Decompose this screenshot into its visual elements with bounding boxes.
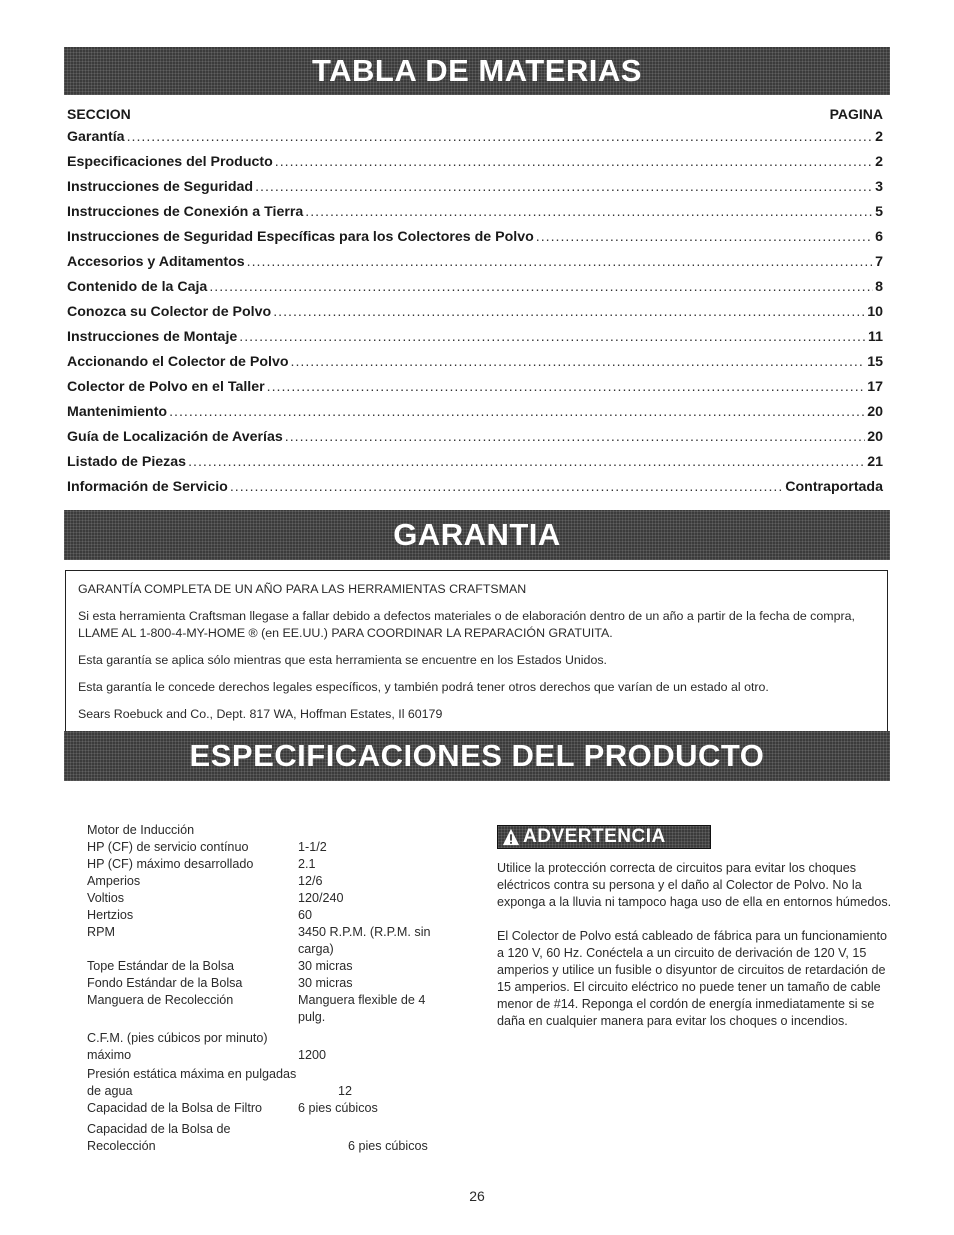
spec-label: Voltios (87, 891, 125, 905)
toc-entry-title: Instrucciones de Conexión a Tierra (67, 204, 304, 220)
toc-entry-page: 7 (875, 254, 883, 270)
toc-entry-title: Garantía (67, 129, 125, 145)
dot-leader (536, 229, 873, 245)
spec-label: Amperios (87, 874, 141, 888)
dot-leader (273, 304, 865, 320)
spec-row (87, 822, 447, 839)
toc-entry-page: Contraportada (785, 479, 883, 495)
page-number: 26 (469, 1188, 485, 1204)
toc-entry[interactable] (67, 129, 883, 154)
spec-label: HP (CF) máximo desarrollado (87, 857, 254, 871)
toc-entry-title: Accionando el Colector de Polvo (67, 354, 289, 370)
toc-entry-title: Especificaciones del Producto (67, 154, 273, 170)
warning-triangle-icon (502, 828, 520, 846)
toc-entry-page: 17 (867, 379, 883, 395)
dot-leader (291, 354, 866, 370)
toc-entry-page: 20 (867, 404, 883, 420)
spec-label: HP (CF) de servicio contínuo (87, 840, 249, 854)
spec-value: 60 (298, 908, 313, 922)
toc-entry[interactable] (67, 354, 883, 379)
toc-entry-title: Conozca su Colector de Polvo (67, 304, 272, 320)
dot-leader (188, 454, 865, 470)
spec-value: 30 micras (298, 959, 353, 973)
spec-label: Fondo Estándar de la Bolsa (87, 976, 243, 990)
spec-label: Hertzios (87, 908, 134, 922)
spec-value: 6 pies cúbicos (298, 1101, 378, 1115)
dot-leader (267, 379, 866, 395)
specs-title: ESPECIFICACIONES DEL PRODUCTO (189, 738, 765, 773)
spec-label: Manguera de Recolección (87, 993, 234, 1007)
toc-entry-title: Contenido de la Caja (67, 279, 208, 295)
spec-row (87, 1066, 447, 1100)
spec-value (298, 822, 447, 839)
toc-entry-title: Listado de Piezas (67, 454, 187, 470)
warranty-paragraph: Esta garantía le concede derechos legales específicos, y también podrá tener otros derechos que varían de un estado al otro. (78, 680, 769, 694)
spec-label: Presión estática máxima en pulgadas de agua (87, 1067, 297, 1098)
dot-leader (305, 204, 873, 220)
toc-col-section: SECCION (67, 106, 131, 122)
toc-entry[interactable] (67, 429, 883, 454)
spec-value: 12/6 (298, 874, 323, 888)
spec-label: C.F.M. (pies cúbicos por minuto) máximo (87, 1031, 268, 1062)
toc-entry-title: Colector de Polvo en el Taller (67, 379, 265, 395)
warranty-paragraph: Si esta herramienta Craftsman llegase a fallar debido a defectos materiales o de elaboración dentro de un año a partir de la fecha de compra, LLAME AL 1-800-4-MY-HOME ® (en EE.UU.) PARA COORDINAR LA REPARACIÓN GRATUITA. (78, 609, 855, 640)
toc-entry-title: Información de Servicio (67, 479, 228, 495)
spec-label: Capacidad de la Bolsa de Filtro (87, 1101, 263, 1115)
specs-table (87, 822, 447, 1155)
toc-entry[interactable] (67, 254, 883, 279)
spec-row (87, 1100, 447, 1117)
spec-value: Manguera flexible de 4 pulg. (298, 993, 426, 1024)
spec-row (87, 958, 447, 975)
warranty-heading: GARANTÍA COMPLETA DE UN AÑO PARA LAS HERRAMIENTAS CRAFTSMAN (78, 582, 527, 596)
toc-entry-title: Guía de Localización de Averías (67, 429, 283, 445)
toc-title: TABLA DE MATERIAS (312, 53, 642, 88)
spec-label: Capacidad de la Bolsa de Recolección (87, 1122, 231, 1153)
spec-value: 12 (338, 1084, 353, 1098)
spec-value: 120/240 (298, 891, 344, 905)
spec-row (87, 873, 447, 890)
toc-entry[interactable] (67, 279, 883, 304)
spec-row (87, 992, 447, 1026)
toc-entry-title: Instrucciones de Seguridad Específicas para los Colectores de Polvo (67, 229, 534, 245)
toc-entry[interactable] (67, 229, 883, 254)
warranty-title: GARANTIA (393, 517, 561, 552)
dot-leader (169, 404, 865, 420)
toc-entry[interactable] (67, 204, 883, 229)
toc-entry-page: 20 (867, 429, 883, 445)
dot-leader (209, 279, 873, 295)
toc-entry[interactable] (67, 479, 883, 504)
specs-banner (64, 731, 890, 781)
toc-entry[interactable] (67, 454, 883, 479)
spec-label: Motor de Inducción (87, 823, 195, 837)
toc-header (67, 106, 883, 122)
toc-entry-title: Instrucciones de Seguridad (67, 179, 254, 195)
toc-banner (64, 47, 890, 95)
toc-entry-page: 2 (875, 129, 883, 145)
dot-leader (230, 479, 783, 495)
spec-value: 6 pies cúbicos (348, 1139, 428, 1153)
spec-row (87, 907, 447, 924)
spec-row (87, 924, 447, 958)
dot-leader (255, 179, 873, 195)
toc-entry-page: 15 (867, 354, 883, 370)
toc-entry-title: Mantenimiento (67, 404, 168, 420)
spec-row (87, 1121, 447, 1155)
spec-row (87, 839, 447, 856)
spec-row (87, 1030, 447, 1064)
toc-list (67, 129, 883, 504)
toc-entry-page: 8 (875, 279, 883, 295)
spec-label: RPM (87, 925, 115, 939)
toc-entry-title: Instrucciones de Montaje (67, 329, 238, 345)
toc-entry-page: 11 (868, 329, 883, 345)
spec-value: 1-1/2 (298, 840, 327, 854)
toc-entry-page: 5 (875, 204, 883, 220)
dot-leader (127, 129, 874, 145)
warranty-paragraph: Esta garantía se aplica sólo mientras que esta herramienta se encuentre en los Estados Unidos. (78, 653, 607, 667)
spec-value: 2.1 (298, 857, 316, 871)
toc-entry-page: 10 (867, 304, 883, 320)
spec-value: 1200 (298, 1048, 327, 1062)
toc-entry[interactable] (67, 404, 883, 429)
toc-entry[interactable] (67, 379, 883, 404)
toc-col-page: PAGINA (829, 106, 883, 122)
toc-entry-title: Accesorios y Aditamentos (67, 254, 245, 270)
warranty-address: Sears Roebuck and Co., Dept. 817 WA, Hoffman Estates, Il 60179 (78, 707, 443, 721)
dot-leader (247, 254, 873, 270)
spec-row (87, 890, 447, 907)
spec-row (87, 975, 447, 992)
toc-entry[interactable] (67, 179, 883, 204)
warning-paragraph: Utilice la protección correcta de circuitos para evitar los choques eléctricos contra su persona y el daño al Colector de Polvo. No la exponga a la lluvia ni tampoco haga uso de ella en entornos húmedos. (497, 861, 892, 909)
spec-value: 3450 R.P.M. (R.P.M. sin carga) (298, 925, 431, 956)
warning-label-text: ADVERTENCIA (523, 826, 666, 847)
warning-paragraph: El Colector de Polvo está cableado de fábrica para un funcionamiento a 120 V, 60 Hz. Conéctela a un circuito de derivación de 120 V, 15 amperios y utilice un fusible o disyuntor de circuitos de retardación de 15 amperios. El circuito eléctrico no puede tener un tamaño de cable menor de #14. Reponga el cordón de energía inmediatamente si se daña en cualquier manera para evitar los choques o incendios. (497, 929, 887, 1028)
spec-value: 30 micras (298, 976, 353, 990)
toc-entry-page: 21 (867, 454, 883, 470)
toc-entry-page: 3 (875, 179, 883, 195)
warning-text (497, 860, 892, 1047)
warranty-box (65, 570, 888, 737)
spec-label: Tope Estándar de la Bolsa (87, 959, 235, 973)
spec-row (87, 856, 447, 873)
toc-entry[interactable] (67, 329, 883, 354)
dot-leader (285, 429, 865, 445)
warranty-banner (64, 510, 890, 560)
toc-entry-page: 6 (875, 229, 883, 245)
dot-leader (275, 154, 873, 170)
toc-entry-page: 2 (875, 154, 883, 170)
toc-entry[interactable] (67, 154, 883, 179)
toc-entry[interactable] (67, 304, 883, 329)
warning-label (497, 825, 711, 849)
dot-leader (239, 329, 866, 345)
